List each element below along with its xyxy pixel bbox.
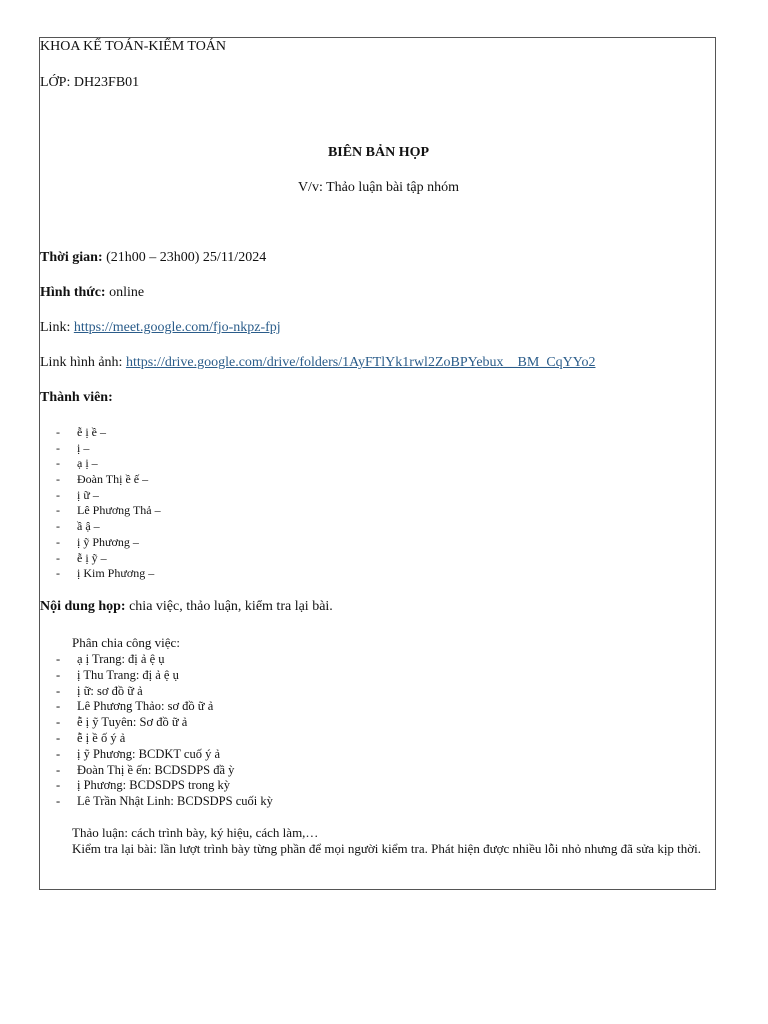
meeting-format [40,285,144,301]
content-value: chia việc, thảo luận, kiểm tra lại bài. [125,599,333,614]
document-title: BIÊN BẢN HỌP [327,145,430,160]
time-label: Thời gian: [40,250,103,265]
meeting-link [40,320,281,336]
format-label: Hình thức: [40,285,106,300]
meet-link[interactable]: https://meet.google.com/fjo-nkpz-fpj [73,320,281,335]
discussion-line: Thảo luận: cách trình bày, ký hiệu, cách làm,… [72,825,319,840]
review-paragraph: Kiểm tra lại bài: lần lượt trình bày từng phần để mọi người kiểm tra. Phát hiện được nhiều lỗi nhỏ nhưng đã sửa kịp thời. [72,841,702,856]
task-intro: Phân chia công việc: [72,635,180,650]
meeting-time [40,250,266,266]
time-value: (21h00 – 23h00) 25/11/2024 [102,250,267,265]
faculty-heading: KHOA KẾ TOÁN-KIỂM TOÁN [40,39,227,54]
drive-link[interactable]: https://drive.google.com/drive/folders/1AyFTlYk1rwl2ZoBPYebux__BM_CqYYo2 [125,355,596,370]
format-value: online [105,285,145,300]
document-page: KHOA KẾ TOÁN-KIỂM TOÁN LỚP: DH23FB01 BIÊN BẢN HỌP V/v: Thảo luận bài tập nhóm Thời gian: (21h00 – 23h00) 25/11/2024 Hình thức: online Link: https://meet.google.com/fjo-nkpz-fpj Link hình ảnh: https://drive.google.com/drive/folders/1AyFTlYk1rwl2ZoBPYebux__BM_CqYYo2 Thành viên: - ễ ị ề – - ị – - ạ ị – - Đoàn Thị ề ế – - ị ữ – - Lê Phương Thả – - ầ ậ – - ị ỹ Phương – - ễ ị ỹ – - ị Kim Phương – Nội dung họp: chia việc, thảo luận, kiểm tra lại bài. Phân chia công việc: - ạ ị Trang: đị ả ệ ụ - ị Thu Trang: đị ả ệ ụ - ị ữ: sơ đồ ữ ả - Lê Phương Thảo: sơ đồ ữ ả - ễ ị ỹ Tuyên: Sơ đồ ữ ả - ễ ị ề ố ý ả - ị ỹ Phương: BCDKT cuố ý ả - Đoàn Thị ề ến: BCDSDPS đầ ỳ - ị Phương: BCDSDPS trong kỳ - Lê Trần Nhật Linh: BCDSDPS cuối kỳ Thảo luận: cách trình bày, ký hiệu, cách làm,… Kiểm tra lại bài: lần lượt trình bày từng phần để mọi người kiểm tra. Phát hiện được nhiều lỗi nhỏ nhưng đã sửa kịp thời. [39,37,716,890]
members-heading: Thành viên: [40,390,113,405]
content-label: Nội dung họp: [40,599,126,614]
link-label: Link: [40,320,74,335]
image-link-line [40,355,595,371]
image-link-label: Link hình ảnh: [40,355,126,370]
meeting-content [40,599,333,615]
document-subtitle: V/v: Thảo luận bài tập nhóm [297,180,460,195]
class-heading: LỚP: DH23FB01 [40,75,140,90]
